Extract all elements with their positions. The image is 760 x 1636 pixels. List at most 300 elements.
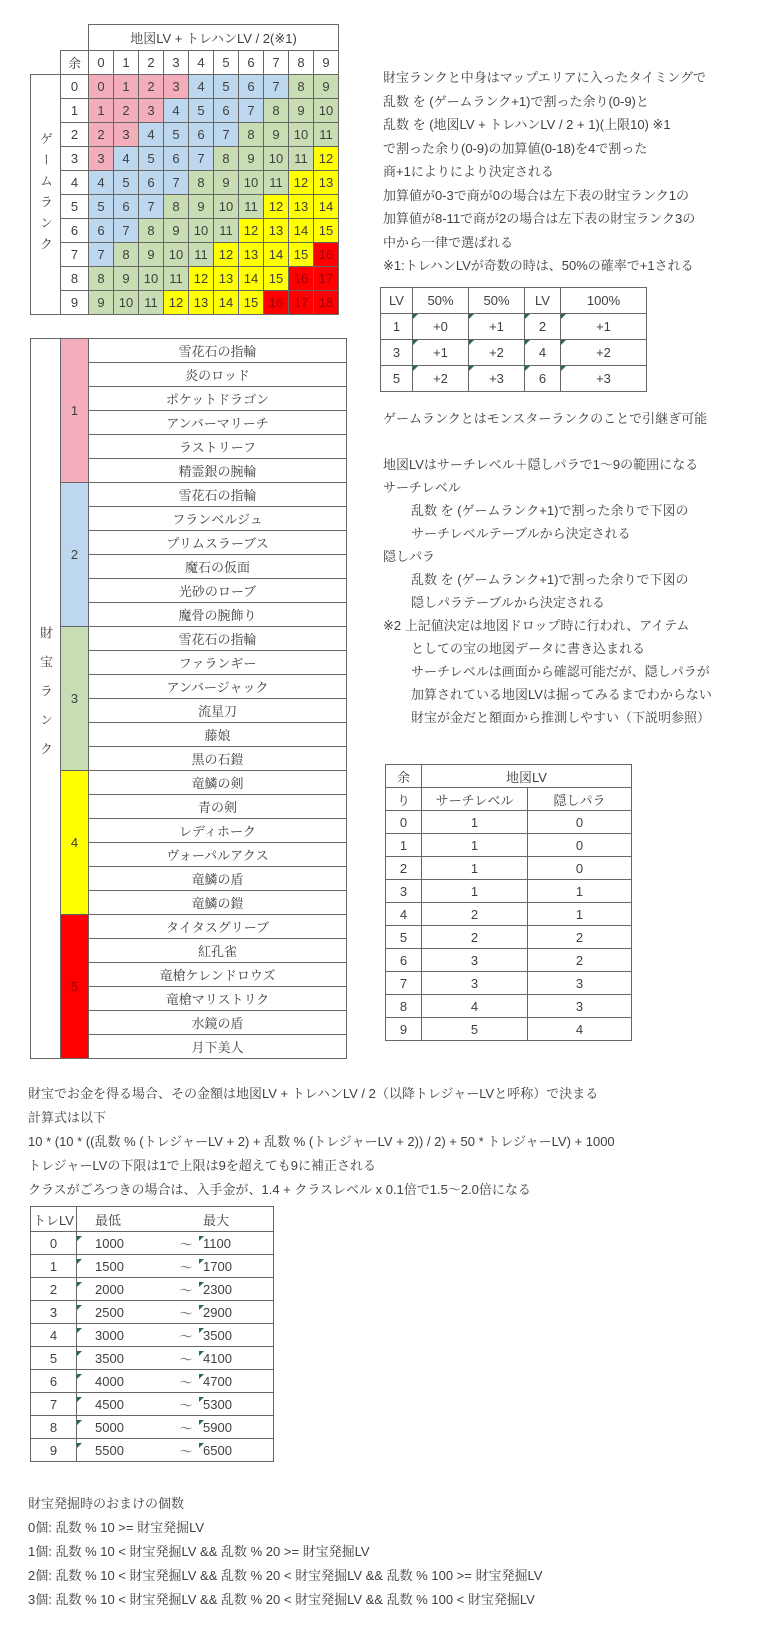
note-top-line: 加算値が0-3で商が0の場合は左下表の財宝ランク1の — [383, 187, 689, 203]
money-tilde: ～ — [179, 1443, 193, 1459]
matrix-cell: 16 — [289, 267, 314, 291]
money-note-line: 財宝でお金を得る場合、その金額は地図LV + トレハンLV / 2（以降トレジャーLVと呼称）で決まる — [28, 1086, 599, 1101]
note-top-line: ※1:トレハンLVが奇数の時は、50%の確率で+1される — [383, 258, 694, 273]
matrix-cell: 13 — [289, 195, 314, 219]
money-header-lv: トレLV — [31, 1207, 77, 1232]
treasure-item: 雪花石の指輪 — [89, 627, 347, 651]
maplv-hidden-value: 2 — [528, 926, 632, 949]
money-notes — [28, 1082, 615, 1202]
treasure-rank-table — [30, 338, 347, 1059]
matrix-cell: 4 — [89, 171, 114, 195]
maplv-hidden-value: 1 — [528, 880, 632, 903]
note-mid-line: 地図LVはサーチレベル＋隠しパラで1～9の範囲になる — [383, 457, 699, 472]
maplv-corner-bottom: り — [386, 788, 422, 811]
bonus-cell: +2 — [561, 340, 647, 366]
rank-matrix-table — [30, 24, 339, 315]
treasure-item: 竜鱗の剣 — [89, 771, 347, 795]
treasure-item: タイタスグリーブ — [89, 915, 347, 939]
matrix-cell: 7 — [164, 171, 189, 195]
money-header-part: 最大 — [203, 1212, 230, 1228]
money-range — [77, 1347, 274, 1370]
notes-top — [383, 66, 706, 278]
trehan-odd-bonus-table — [380, 287, 647, 392]
matrix-row-header: 5 — [61, 195, 89, 219]
bonus-header: 100% — [561, 288, 647, 314]
money-note-line: 10 * (10 * ((乱数 % (トレジャーLV + 2) + 乱数 % (トレジャーLV + 2)) / 2) + 50 * トレジャーLV) + 1000 — [28, 1134, 615, 1149]
matrix-col-header: 7 — [264, 51, 289, 75]
treasure-item: 黒の石鎧 — [89, 747, 347, 771]
bonus-cell: +1 — [469, 314, 525, 340]
matrix-cell: 7 — [114, 219, 139, 243]
money-min: 4500 — [77, 1397, 173, 1412]
money-range — [77, 1324, 274, 1347]
maplv-remainder: 7 — [386, 972, 422, 995]
matrix-cell: 12 — [214, 243, 239, 267]
matrix-cell: 9 — [114, 267, 139, 291]
matrix-cell: 4 — [139, 123, 164, 147]
money-tilde: ～ — [179, 1420, 193, 1436]
matrix-corner-blank — [31, 51, 61, 75]
money-range — [77, 1232, 274, 1255]
matrix-row-header: 1 — [61, 99, 89, 123]
money-max: 4700 — [199, 1374, 273, 1389]
maplv-search-value: 3 — [422, 972, 528, 995]
maplv-remainder: 0 — [386, 811, 422, 834]
matrix-corner-blank — [31, 25, 89, 51]
matrix-cell: 10 — [264, 147, 289, 171]
matrix-row-header: 2 — [61, 123, 89, 147]
matrix-row-header: 9 — [61, 291, 89, 315]
matrix-cell: 7 — [214, 123, 239, 147]
treasure-item: アンバーマリーチ — [89, 411, 347, 435]
matrix-col-header: 3 — [164, 51, 189, 75]
maplv-search-value: 2 — [422, 903, 528, 926]
matrix-cell: 8 — [89, 267, 114, 291]
omake-notes — [28, 1492, 542, 1612]
money-max: 2300 — [199, 1282, 273, 1297]
treasure-rank-number: 3 — [61, 627, 89, 771]
matrix-cell: 12 — [164, 291, 189, 315]
treasure-item: 精霊銀の腕輪 — [89, 459, 347, 483]
treasure-item: プリムスラーブス — [89, 531, 347, 555]
matrix-cell: 6 — [89, 219, 114, 243]
matrix-col-header: 5 — [214, 51, 239, 75]
maplv-search-value: 2 — [422, 926, 528, 949]
maplv-search-value: 1 — [422, 834, 528, 857]
money-lv: 4 — [31, 1324, 77, 1347]
matrix-cell: 10 — [239, 171, 264, 195]
treasure-item: 竜槍マリストリク — [89, 987, 347, 1011]
matrix-cell: 11 — [264, 171, 289, 195]
matrix-row-header: 7 — [61, 243, 89, 267]
matrix-col-header: 0 — [89, 51, 114, 75]
treasure-item: 竜鱗の盾 — [89, 867, 347, 891]
money-lv: 0 — [31, 1232, 77, 1255]
note-top-line: 乱数 を (地図LV + トレハンLV / 2 + 1)(上限10) ※1 — [383, 117, 671, 132]
matrix-remainder-label: 余 — [61, 51, 89, 75]
matrix-cell: 4 — [164, 99, 189, 123]
matrix-cell: 16 — [314, 243, 339, 267]
matrix-cell: 11 — [164, 267, 189, 291]
note-top-line: で割った余り(0-9)の加算値(0-18)を4で割った — [383, 140, 648, 156]
matrix-cell: 8 — [114, 243, 139, 267]
note-mid-line: としての宝の地図データに書き込まれる — [411, 641, 646, 656]
money-range — [77, 1278, 274, 1301]
maplv-col-hidden: 隠しパラ — [528, 788, 632, 811]
money-lv: 8 — [31, 1416, 77, 1439]
notes-mid — [383, 408, 712, 730]
treasure-item: 竜槍ケレンドロウズ — [89, 963, 347, 987]
money-max: 1100 — [199, 1236, 273, 1251]
note-top-line: 商+1によりにより決定される — [383, 164, 554, 179]
omake-note-line: 財宝発掘時のおまけの個数 — [28, 1496, 185, 1511]
money-min: 1000 — [77, 1236, 173, 1251]
matrix-cell: 17 — [289, 291, 314, 315]
treasure-item: 水鏡の盾 — [89, 1011, 347, 1035]
money-lv: 5 — [31, 1347, 77, 1370]
money-min: 3000 — [77, 1328, 173, 1343]
matrix-cell: 8 — [164, 195, 189, 219]
money-tilde: ～ — [179, 1305, 193, 1321]
matrix-cell: 14 — [239, 267, 264, 291]
treasure-item: 月下美人 — [89, 1035, 347, 1059]
matrix-cell: 11 — [239, 195, 264, 219]
matrix-cell: 11 — [289, 147, 314, 171]
matrix-side-label: ゲームランク — [31, 75, 61, 315]
matrix-cell: 1 — [114, 75, 139, 99]
matrix-cell: 8 — [264, 99, 289, 123]
treasure-item: 藤娘 — [89, 723, 347, 747]
note-mid-line: 加算されている地図LVは掘ってみるまでわからない — [411, 687, 712, 702]
treasure-item: ファランギー — [89, 651, 347, 675]
matrix-cell: 9 — [139, 243, 164, 267]
bonus-cell: 5 — [381, 366, 413, 392]
matrix-cell: 12 — [289, 171, 314, 195]
bonus-cell: 6 — [525, 366, 561, 392]
matrix-cell: 3 — [89, 147, 114, 171]
treasure-item: 流星刀 — [89, 699, 347, 723]
matrix-cell: 13 — [214, 267, 239, 291]
maplv-remainder: 9 — [386, 1018, 422, 1041]
matrix-cell: 8 — [239, 123, 264, 147]
matrix-cell: 6 — [214, 99, 239, 123]
treasure-item: 炎のロッド — [89, 363, 347, 387]
money-lv: 9 — [31, 1439, 77, 1462]
matrix-cell: 7 — [139, 195, 164, 219]
matrix-cell: 10 — [164, 243, 189, 267]
note-top-line: 加算値が8-11で商が2の場合は左下表の財宝ランク3の — [383, 211, 696, 226]
note-mid-line: ※2 上記値決定は地図ドロップ時に行われ、アイテム — [383, 618, 690, 633]
matrix-cell: 13 — [189, 291, 214, 315]
maplv-corner-top: 余 — [386, 765, 422, 788]
matrix-cell: 15 — [264, 267, 289, 291]
treasure-item: ヴォーパルアクス — [89, 843, 347, 867]
money-max: 4100 — [199, 1351, 273, 1366]
maplv-remainder: 3 — [386, 880, 422, 903]
maplv-hidden-value: 0 — [528, 857, 632, 880]
matrix-cell: 4 — [189, 75, 214, 99]
matrix-cell: 18 — [314, 291, 339, 315]
bonus-cell: 1 — [381, 314, 413, 340]
matrix-col-header: 1 — [114, 51, 139, 75]
maplv-remainder: 8 — [386, 995, 422, 1018]
money-range — [77, 1370, 274, 1393]
maplv-remainder: 4 — [386, 903, 422, 926]
money-header-range — [77, 1207, 274, 1232]
money-tilde: ～ — [179, 1236, 193, 1252]
bonus-cell: 3 — [381, 340, 413, 366]
maplv-hidden-value: 1 — [528, 903, 632, 926]
note-top-line: 乱数 を (ゲームランク+1)で割った余り(0-9)と — [383, 93, 649, 109]
matrix-cell: 15 — [289, 243, 314, 267]
treasure-item: ラストリーフ — [89, 435, 347, 459]
maplv-search-value: 1 — [422, 857, 528, 880]
treasure-rank-number: 2 — [61, 483, 89, 627]
treasure-item: 光砂のローブ — [89, 579, 347, 603]
matrix-row-header: 0 — [61, 75, 89, 99]
maplv-remainder: 1 — [386, 834, 422, 857]
money-min: 2500 — [77, 1305, 173, 1320]
matrix-cell: 11 — [139, 291, 164, 315]
money-tilde: ～ — [179, 1259, 193, 1275]
money-note-line: クラスがごろつきの場合は、入手金が、1.4 + クラスレベル x 0.1倍で1.5～2.0倍になる — [28, 1182, 531, 1197]
matrix-cell: 6 — [164, 147, 189, 171]
matrix-cell: 6 — [139, 171, 164, 195]
matrix-cell: 13 — [239, 243, 264, 267]
maplv-hidden-value: 4 — [528, 1018, 632, 1041]
map-lv-table — [385, 764, 632, 1041]
matrix-cell: 14 — [314, 195, 339, 219]
matrix-cell: 10 — [314, 99, 339, 123]
bonus-cell: +3 — [469, 366, 525, 392]
treasure-rank-number: 1 — [61, 339, 89, 483]
matrix-cell: 11 — [189, 243, 214, 267]
matrix-cell: 11 — [214, 219, 239, 243]
matrix-cell: 10 — [214, 195, 239, 219]
matrix-cell: 7 — [189, 147, 214, 171]
bonus-cell: 2 — [525, 314, 561, 340]
matrix-cell: 6 — [114, 195, 139, 219]
matrix-cell: 12 — [239, 219, 264, 243]
matrix-cell: 7 — [264, 75, 289, 99]
maplv-search-value: 1 — [422, 880, 528, 903]
note-mid-line: ゲームランクとはモンスターランクのことで引継ぎ可能 — [383, 411, 708, 426]
money-min: 5500 — [77, 1443, 173, 1458]
matrix-cell: 9 — [89, 291, 114, 315]
bonus-header: 50% — [469, 288, 525, 314]
note-mid-line: 乱数 を (ゲームランク+1)で割った余りで下図の — [411, 503, 689, 518]
matrix-cell: 3 — [139, 99, 164, 123]
matrix-cell: 15 — [239, 291, 264, 315]
matrix-cell: 6 — [239, 75, 264, 99]
money-lv: 7 — [31, 1393, 77, 1416]
matrix-cell: 7 — [89, 243, 114, 267]
matrix-cell: 4 — [114, 147, 139, 171]
matrix-cell: 11 — [314, 123, 339, 147]
matrix-cell: 6 — [189, 123, 214, 147]
matrix-cell: 9 — [264, 123, 289, 147]
money-tilde: ～ — [179, 1351, 193, 1367]
matrix-cell: 10 — [114, 291, 139, 315]
matrix-cell: 8 — [189, 171, 214, 195]
matrix-cell: 5 — [189, 99, 214, 123]
maplv-group-header: 地図LV — [422, 765, 632, 788]
maplv-search-value: 1 — [422, 811, 528, 834]
money-range — [77, 1416, 274, 1439]
money-min: 3500 — [77, 1351, 173, 1366]
matrix-cell: 2 — [114, 99, 139, 123]
matrix-row-header: 4 — [61, 171, 89, 195]
maplv-hidden-value: 0 — [528, 834, 632, 857]
treasure-rank-number: 5 — [61, 915, 89, 1059]
maplv-hidden-value: 3 — [528, 972, 632, 995]
matrix-cell: 9 — [189, 195, 214, 219]
matrix-cell: 16 — [264, 291, 289, 315]
note-mid-line: 隠しパラ — [383, 549, 436, 564]
money-header-part: 最低 — [95, 1212, 122, 1228]
bonus-cell: +1 — [561, 314, 647, 340]
matrix-cell: 5 — [164, 123, 189, 147]
treasure-item: 紅孔雀 — [89, 939, 347, 963]
matrix-cell: 2 — [89, 123, 114, 147]
matrix-row-header: 8 — [61, 267, 89, 291]
treasure-side-label: 財宝ランク — [31, 339, 61, 1059]
matrix-cell: 8 — [289, 75, 314, 99]
money-max: 5900 — [199, 1420, 273, 1435]
maplv-search-value: 4 — [422, 995, 528, 1018]
bonus-header: LV — [525, 288, 561, 314]
money-range — [77, 1301, 274, 1324]
matrix-cell: 12 — [314, 147, 339, 171]
maplv-remainder: 6 — [386, 949, 422, 972]
matrix-cell: 9 — [289, 99, 314, 123]
maplv-hidden-value: 3 — [528, 995, 632, 1018]
matrix-cell: 1 — [89, 99, 114, 123]
money-note-line: トレジャーLVの下限は1で上限は9を超えても9に補正される — [28, 1158, 377, 1173]
treasure-item: 雪花石の指輪 — [89, 483, 347, 507]
note-top-line: 中から一律で選ばれる — [383, 234, 514, 250]
matrix-cell: 5 — [139, 147, 164, 171]
bonus-header: LV — [381, 288, 413, 314]
treasure-item: レディホーク — [89, 819, 347, 843]
note-mid-line — [383, 431, 712, 454]
matrix-cell: 9 — [314, 75, 339, 99]
omake-note-line: 0個: 乱数 % 10 >= 財宝発掘LV — [28, 1520, 205, 1535]
bonus-cell: 4 — [525, 340, 561, 366]
money-max: 3500 — [199, 1328, 273, 1343]
matrix-col-header: 6 — [239, 51, 264, 75]
matrix-row-header: 3 — [61, 147, 89, 171]
matrix-cell: 3 — [164, 75, 189, 99]
money-range — [77, 1393, 274, 1416]
bonus-cell: +2 — [469, 340, 525, 366]
bonus-cell: +0 — [413, 314, 469, 340]
note-mid-line: 乱数 を (ゲームランク+1)で割った余りで下図の — [411, 572, 689, 587]
money-tilde: ～ — [179, 1374, 193, 1390]
money-min: 1500 — [77, 1259, 173, 1274]
matrix-cell: 13 — [264, 219, 289, 243]
matrix-cell: 10 — [289, 123, 314, 147]
matrix-row-header: 6 — [61, 219, 89, 243]
treasure-item: 魔骨の腕飾り — [89, 603, 347, 627]
money-min: 2000 — [77, 1282, 173, 1297]
matrix-cell: 5 — [214, 75, 239, 99]
maplv-search-value: 5 — [422, 1018, 528, 1041]
maplv-hidden-value: 0 — [528, 811, 632, 834]
treasure-item: 魔石の仮面 — [89, 555, 347, 579]
maplv-remainder: 2 — [386, 857, 422, 880]
money-note-line: 計算式は以下 — [28, 1110, 107, 1125]
matrix-cell: 2 — [139, 75, 164, 99]
matrix-col-header: 9 — [314, 51, 339, 75]
treasure-item: フランベルジュ — [89, 507, 347, 531]
matrix-cell: 15 — [314, 219, 339, 243]
matrix-cell: 14 — [289, 219, 314, 243]
matrix-cell: 8 — [139, 219, 164, 243]
matrix-cell: 12 — [189, 267, 214, 291]
omake-note-line: 2個: 乱数 % 10 < 財宝発掘LV && 乱数 % 20 < 財宝発掘LV && 乱数 % 100 >= 財宝発掘LV — [28, 1568, 543, 1583]
treasure-item: アンバージャック — [89, 675, 347, 699]
note-top-line: 財宝ランクと中身はマップエリアに入ったタイミングで — [383, 70, 707, 85]
maplv-remainder: 5 — [386, 926, 422, 949]
omake-note-line: 1個: 乱数 % 10 < 財宝発掘LV && 乱数 % 20 >= 財宝発掘LV — [28, 1544, 370, 1559]
treasure-item: 雪花石の指輪 — [89, 339, 347, 363]
matrix-cell: 5 — [89, 195, 114, 219]
money-lv: 3 — [31, 1301, 77, 1324]
matrix-cell: 5 — [114, 171, 139, 195]
matrix-cell: 10 — [189, 219, 214, 243]
money-min: 5000 — [77, 1420, 173, 1435]
money-max: 2900 — [199, 1305, 273, 1320]
note-mid-line: 隠しパラテーブルから決定される — [411, 595, 605, 610]
bonus-cell: +2 — [413, 366, 469, 392]
matrix-cell: 8 — [214, 147, 239, 171]
maplv-search-value: 3 — [422, 949, 528, 972]
treasure-item: 竜鱗の鎧 — [89, 891, 347, 915]
note-mid-line: サーチレベルは画面から確認可能だが、隠しパラが — [411, 664, 710, 679]
money-tilde: ～ — [179, 1328, 193, 1344]
matrix-cell: 14 — [264, 243, 289, 267]
bonus-cell: +1 — [413, 340, 469, 366]
matrix-cell: 10 — [139, 267, 164, 291]
matrix-cell: 14 — [214, 291, 239, 315]
maplv-col-search: サーチレベル — [422, 788, 528, 811]
matrix-cell: 7 — [239, 99, 264, 123]
money-tilde: ～ — [179, 1397, 193, 1413]
matrix-cell: 0 — [89, 75, 114, 99]
matrix-cell: 17 — [314, 267, 339, 291]
matrix-title: 地図LV + トレハンLV / 2(※1) — [89, 25, 339, 51]
money-max: 6500 — [199, 1443, 273, 1458]
matrix-col-header: 4 — [189, 51, 214, 75]
bonus-header: 50% — [413, 288, 469, 314]
treasure-rank-number: 4 — [61, 771, 89, 915]
matrix-cell: 12 — [264, 195, 289, 219]
matrix-cell: 9 — [239, 147, 264, 171]
note-mid-line: サーチレベルテーブルから決定される — [411, 526, 631, 541]
omake-note-line: 3個: 乱数 % 10 < 財宝発掘LV && 乱数 % 20 < 財宝発掘LV && 乱数 % 100 < 財宝発掘LV — [28, 1592, 535, 1607]
note-mid-line: 財宝が金だと額面から推測しやすい（下説明参照） — [411, 710, 711, 725]
money-tilde: ～ — [179, 1282, 193, 1298]
money-range — [77, 1439, 274, 1462]
money-range-table — [30, 1206, 274, 1462]
matrix-cell: 9 — [164, 219, 189, 243]
money-lv: 2 — [31, 1278, 77, 1301]
money-min: 4000 — [77, 1374, 173, 1389]
money-max: 1700 — [199, 1259, 273, 1274]
treasure-item: ポケットドラゴン — [89, 387, 347, 411]
matrix-cell: 13 — [314, 171, 339, 195]
